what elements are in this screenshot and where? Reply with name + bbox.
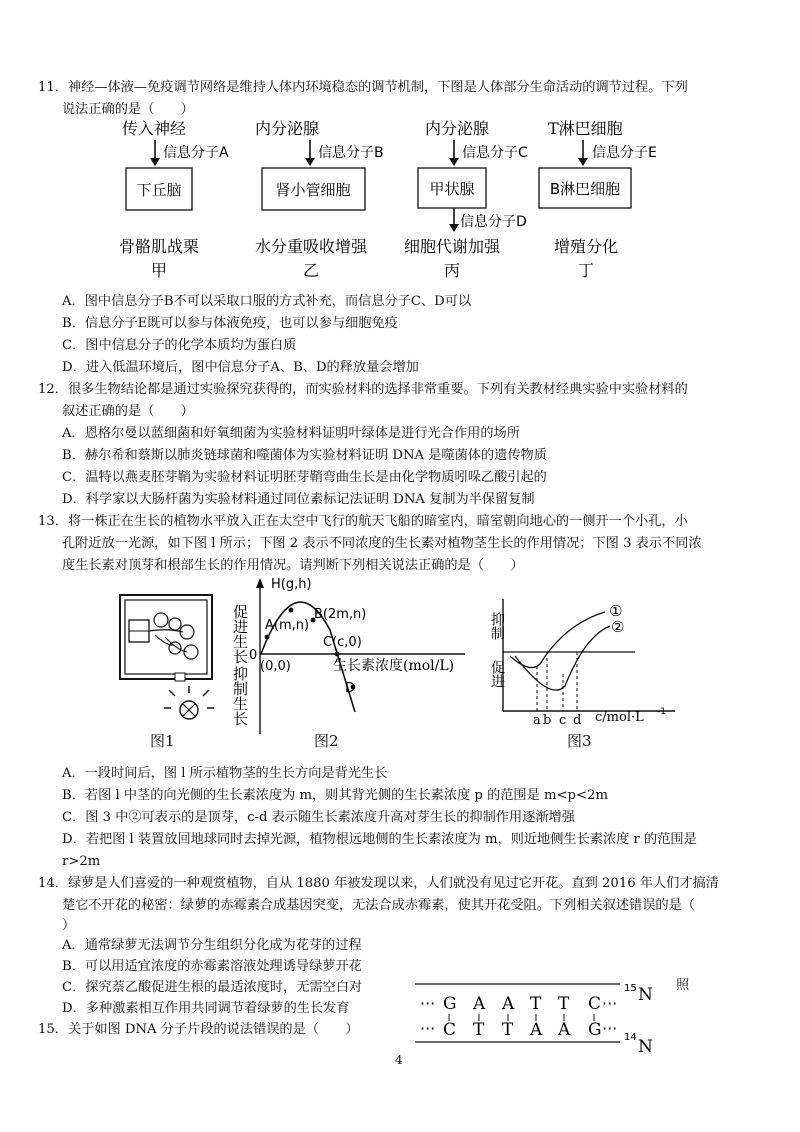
dna-bottom-base-1: C bbox=[443, 1020, 457, 1040]
dna-top-isotope-element: N bbox=[638, 985, 653, 1005]
q14-option-b: B．可以用适宜浓度的赤霉素溶液处理诱导绿萝开花 bbox=[62, 959, 362, 974]
fig2-label-a: A(m,n) bbox=[265, 618, 310, 633]
q11-option-a: A．图中信息分子B不可以采取口服的方式补充，而信息分子C、D可以 bbox=[62, 294, 472, 309]
q12-option-b: B．赫尔希和蔡斯以肺炎链球菌和噬菌体为实验材料证明 DNA 是噬菌体的遗传物质 bbox=[62, 448, 547, 463]
fig2-label-h: H(g,h) bbox=[271, 577, 312, 592]
q12-stem-line1: 12．很多生物结论都是通过实验探究获得的，而实验材料的选择非常重要。下列有关教材经典实验中实验材料的 bbox=[38, 382, 688, 397]
q14-stem-line1: 14．绿萝是人们喜爱的一种观赏植物，自从 1880 年被发现以来，人们就没有见过它开花。直到 2016 年人们才搞清 bbox=[38, 876, 719, 891]
fig3-x-label: c/mol·L bbox=[595, 710, 644, 724]
q14-option-d: D．多种激素相互作用共同调节着绿萝的生长发育 bbox=[62, 1001, 350, 1016]
panel3-effect: 细胞代谢加强 bbox=[403, 237, 501, 256]
fig2-point-h bbox=[289, 608, 294, 613]
panel3-box-label: 甲状腺 bbox=[429, 180, 475, 198]
q11-option-d: D．进入低温环境后，图中信息分子A、B、D的释放量会增加 bbox=[62, 360, 419, 375]
dna-bottom-base-2: T bbox=[473, 1020, 485, 1040]
fig2-caption: 图2 bbox=[314, 732, 339, 750]
dna-top-right-dots: ··· bbox=[602, 994, 618, 1013]
dark-room-box bbox=[120, 595, 212, 679]
dna-top-left-dots: ··· bbox=[420, 994, 436, 1013]
panel2-source: 内分泌腺 bbox=[255, 119, 320, 138]
dna-bottom-right-dots: ··· bbox=[602, 1019, 618, 1038]
fig2-label-c: C(c,0) bbox=[323, 635, 362, 650]
panel3-source: 内分泌腺 bbox=[425, 119, 490, 138]
panel1-source: 传入神经 bbox=[122, 119, 187, 138]
q13-stem-line1: 13．将一株正在生长的植物水平放入正在太空中飞行的航天飞船的暗室内，暗室朝向地心的一侧开一个小孔，小 bbox=[38, 514, 688, 529]
q14-stem-line3: ） bbox=[62, 918, 76, 933]
dna-bottom-base-6: G bbox=[588, 1020, 602, 1040]
fig3-curve1-label: ① bbox=[609, 602, 623, 620]
fig2-label-o: (0,0) bbox=[260, 659, 291, 674]
panel4-source: T淋巴细胞 bbox=[548, 119, 623, 138]
fig3-tick-d: d bbox=[573, 713, 582, 724]
dna-bottom-base-5: A bbox=[558, 1020, 571, 1040]
fig2-x-label: 生长素浓度(mol/L) bbox=[333, 658, 455, 674]
fig1-caption: 图1 bbox=[150, 732, 175, 750]
panel3-tag: 丙 bbox=[443, 261, 461, 280]
fig3-tick-a: a bbox=[533, 713, 541, 724]
fig3-tick-c: c bbox=[559, 713, 567, 724]
q13-option-c: C．图 3 中②可表示的是顶芽，c-d 表示随生长素浓度升高对芽生长的抑制作用逐渐增强 bbox=[62, 810, 575, 825]
q14-option-a: A．通常绿萝无法调节分生组织分化成为花芽的过程 bbox=[62, 938, 362, 953]
panel1-tag: 甲 bbox=[150, 261, 168, 280]
q14-option-c: C．探究萘乙酸促进生根的最适浓度时，无需空白对 bbox=[62, 980, 363, 995]
panel2-effect: 水分重吸收增强 bbox=[254, 237, 368, 256]
dna-top-base-6: C bbox=[588, 994, 602, 1014]
fig2-label-b: B(2m,n) bbox=[314, 607, 367, 622]
q12-option-c: C．温特以燕麦胚芽鞘为实验材料证明胚芽鞘弯曲生长是由化学物质吲哚乙酸引起的 bbox=[62, 470, 547, 485]
panel1-box-label: 下丘脑 bbox=[136, 181, 182, 199]
q11-regulation-diagram bbox=[0, 118, 800, 288]
fig2-point-c bbox=[335, 652, 340, 657]
q13-figure1 bbox=[115, 590, 225, 740]
q14-stem-line2: 楚它不开花的秘密：绿萝的赤霉素合成基因突变，无法合成赤霉素，使其开花受阻。下列相关叙述错误的是（ bbox=[62, 898, 695, 913]
fig2-y-inhibit-label: 抑制生长 bbox=[231, 666, 249, 726]
fig2-label-d: D bbox=[345, 681, 356, 696]
dna-bottom-left-dots: ··· bbox=[420, 1019, 436, 1038]
panel1-signal: 信息分子A bbox=[163, 145, 229, 161]
dna-top-isotope-mass: 15 bbox=[624, 983, 637, 994]
fig3-curve2-label: ② bbox=[611, 618, 625, 636]
dna-bottom-isotope-element: N bbox=[638, 1037, 653, 1056]
panel3-signal: 信息分子C bbox=[462, 145, 528, 161]
fig3-caption: 图3 bbox=[567, 732, 592, 750]
q13-option-b: B．若图 l 中茎的向光侧的生长素浓度为 m，则其背光侧的生长素浓度 p 的范围是 m<p<2m bbox=[62, 788, 608, 803]
q13-figure3 bbox=[485, 574, 695, 724]
q15-dna-diagram bbox=[410, 976, 680, 1056]
dna-bottom-isotope-mass: 14 bbox=[624, 1032, 637, 1043]
panel4-signal: 信息分子E bbox=[592, 145, 657, 161]
q13-figure2 bbox=[225, 574, 475, 739]
dna-bottom-base-4: A bbox=[530, 1020, 543, 1040]
dna-top-base-3: A bbox=[502, 994, 515, 1014]
q12-stem-line2: 叙述正确的是（ ） bbox=[62, 404, 194, 419]
panel4-tag: 丁 bbox=[577, 261, 595, 280]
dna-top-base-4: T bbox=[530, 994, 542, 1014]
dna-top-base-1: G bbox=[443, 994, 457, 1014]
panel4-box-label: B淋巴细胞 bbox=[549, 180, 621, 198]
fig2-zero-label: 0 bbox=[249, 648, 258, 663]
fig3-x-label-sup: -1 bbox=[657, 707, 666, 717]
panel4-effect: 增殖分化 bbox=[553, 237, 619, 256]
panel1-effect: 骨骼肌战栗 bbox=[118, 237, 200, 256]
q13-option-d-line2: r>2m bbox=[62, 854, 101, 869]
q11-stem-line1: 11．神经—体液—免疫调节网络是维持人体内环境稳态的调节机制，下图是人体部分生命活动的调节过程。下列 bbox=[38, 80, 688, 95]
dna-top-base-5: T bbox=[558, 994, 570, 1014]
fig3-y-promote-label: 促进 bbox=[489, 660, 505, 688]
q12-option-d: D．科学家以大肠杆菌为实验材料通过同位素标记法证明 DNA 复制为半保留复制 bbox=[62, 492, 535, 507]
panel2-box-label: 肾小管细胞 bbox=[275, 181, 351, 199]
q13-stem-line2: 孔附近放一光源，如下图 l 所示；下图 2 表示不同浓度的生长素对植物茎生长的作用情况；下图 3 表示不同浓 bbox=[62, 536, 702, 551]
fig2-y-promote-label: 促进生长 bbox=[231, 604, 249, 664]
q11-option-b: B．信息分子E既可以参与体液免疫，也可以参与细胞免疫 bbox=[62, 316, 398, 331]
panel2-signal: 信息分子B bbox=[318, 145, 384, 161]
q13-stem-line3: 度生长素对顶芽和根部生长的作用情况。请判断下列相关说法正确的是（ ） bbox=[62, 558, 524, 573]
q11-option-c: C．图中信息分子的化学本质均为蛋白质 bbox=[62, 338, 297, 353]
q14-option-c-tail: 照 bbox=[676, 978, 690, 993]
fig2-point-a bbox=[265, 635, 270, 640]
q15-stem-line1: 15．关于如图 DNA 分子片段的说法错误的是（ ） bbox=[38, 1022, 359, 1037]
page-number: 4 bbox=[395, 1053, 403, 1067]
q12-option-a: A．恩格尔曼以蓝细菌和好氧细菌为实验材料证明叶绿体是进行光合作用的场所 bbox=[62, 426, 520, 441]
dna-bottom-base-3: T bbox=[502, 1020, 514, 1040]
dna-top-base-2: A bbox=[473, 994, 486, 1014]
light-source-icon bbox=[164, 686, 214, 719]
panel2-tag: 乙 bbox=[302, 261, 320, 280]
fig3-tick-b: b bbox=[543, 713, 552, 724]
fig3-y-inhibit-label: 抑制 bbox=[489, 612, 505, 640]
q11-stem-line2: 说法正确的是（ ） bbox=[62, 102, 194, 117]
q13-option-a: A．一段时间后，图 l 所示植物茎的生长方向是背光生长 bbox=[62, 766, 388, 781]
q13-option-d-line1: D．若把图 l 装置放回地球同时去掉光源，植物根远地侧的生长素浓度为 m，则近地侧生长素浓度 r 的范围是 bbox=[62, 832, 697, 847]
panel3-out-signal: 信息分子D bbox=[460, 214, 527, 230]
